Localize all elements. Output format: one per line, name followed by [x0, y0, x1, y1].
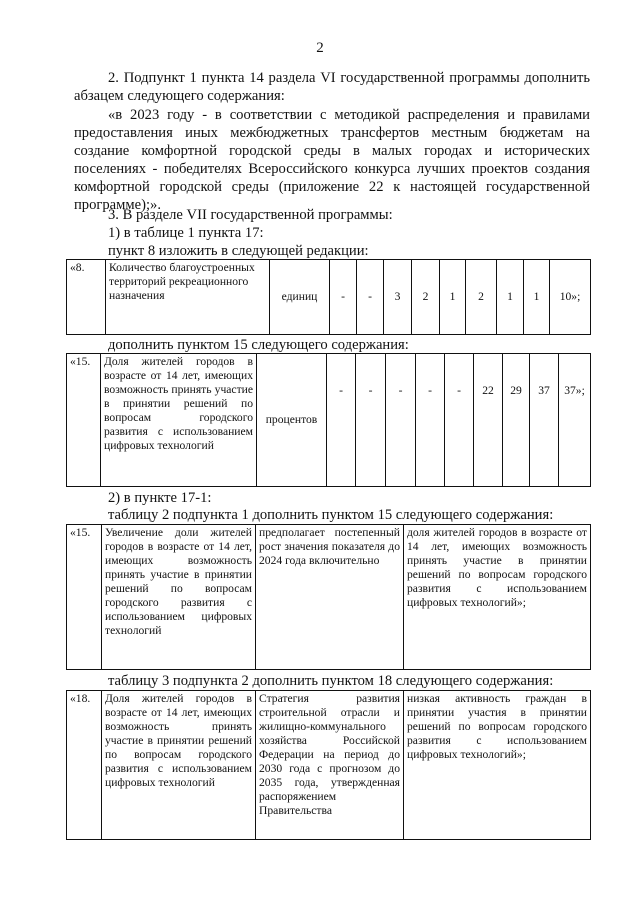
- paragraph-quote: «в 2023 году - в соответствии с методикой распределения и правилами предоставления иных межбюджетных трансфертов местным бюджетам на создание комфортной городской среды в малых городах и исторических поселениях - победителях Всероссийского конкурса лучших проектов создания комфортной городской среды (приложение 22 к настоящей государственной программе);».: [74, 107, 590, 213]
- value-cell: 1: [524, 260, 550, 335]
- value-cell: -: [330, 260, 357, 335]
- value-cell: 1: [497, 260, 524, 335]
- row-number: «8.: [67, 260, 106, 335]
- indicator-name: Доля жителей городов в возрасте от 14 лет, имеющих возможность принять участие в принятии решений по вопросам городского развития с использованием цифровых технологий: [101, 354, 257, 487]
- indicator-dynamics: предполагает постепенный рост значения показателя до 2024 года включительно: [256, 525, 404, 670]
- line-subitem-17-1: 2) в пункте 17-1:: [108, 490, 212, 506]
- value-cell: 10»;: [550, 260, 591, 335]
- table-3-item-18: [66, 690, 591, 840]
- indicator-risk: низкая активность граждан в принятии участия в принятии решений по вопросам городского развития с использованием цифровых технологий»;: [404, 691, 591, 840]
- value-cell: -: [357, 260, 384, 335]
- row-number: «15.: [67, 354, 101, 487]
- indicator-source: Стратегия развития строительной отрасли и жилищно-коммунального хозяйства Российской Федерации на период до 2030 года с прогнозом до 2035 года, утвержденная распоряжением Правительства: [256, 691, 404, 840]
- line-add-item-15: дополнить пунктом 15 следующего содержания:: [108, 337, 409, 353]
- unit: единиц: [270, 260, 330, 335]
- value-cell: 37: [530, 354, 559, 487]
- row-number: «18.: [67, 691, 102, 840]
- table-item-15: [66, 353, 591, 487]
- page-number: 2: [316, 40, 324, 56]
- value-cell: -: [327, 354, 356, 487]
- table-item-8: [66, 259, 591, 335]
- value-cell: -: [386, 354, 416, 487]
- indicator-definition: доля жителей городов в возрасте от 14 лет, имеющих возможность принять участие в принятии решений по вопросам городского развития с использованием цифровых технологий»;: [404, 525, 591, 670]
- paragraph-amendment-2: 2. Подпункт 1 пункта 14 раздела VI государственной программы дополнить абзацем следующего содержания:: [74, 70, 590, 104]
- value-cell: 1: [440, 260, 466, 335]
- value-cell: 2: [466, 260, 497, 335]
- value-cell: -: [416, 354, 445, 487]
- value-cell: 29: [503, 354, 530, 487]
- value-cell: 22: [474, 354, 503, 487]
- line-table-1: 1) в таблице 1 пункта 17:: [108, 225, 264, 241]
- value-cell: 2: [412, 260, 440, 335]
- line-item-8: пункт 8 изложить в следующей редакции:: [108, 243, 369, 259]
- value-cell: -: [445, 354, 474, 487]
- line-table-3: таблицу 3 подпункта 2 дополнить пунктом 18 следующего содержания:: [108, 673, 554, 689]
- line-section-7: 3. В разделе VII государственной программы:: [108, 207, 393, 223]
- indicator-name: Увеличение доли жителей городов в возрасте от 14 лет, имеющих возможность принять участие в принятии решений по вопросам городского развития с использованием цифровых технологий: [102, 525, 256, 670]
- value-cell: 3: [384, 260, 412, 335]
- line-table-2: таблицу 2 подпункта 1 дополнить пунктом 15 следующего содержания:: [108, 507, 554, 523]
- value-cell: 37»;: [559, 354, 591, 487]
- unit: процентов: [257, 354, 327, 487]
- value-cell: -: [356, 354, 386, 487]
- table-2-item-15: [66, 524, 591, 670]
- indicator-name: Доля жителей городов в возрасте от 14 лет, имеющих возможность принять участие в принятии решений по вопросам городского развития с использованием цифровых технологий: [102, 691, 256, 840]
- indicator-name: Количество благоустроенных территорий рекреационного назначения: [106, 260, 270, 335]
- row-number: «15.: [67, 525, 102, 670]
